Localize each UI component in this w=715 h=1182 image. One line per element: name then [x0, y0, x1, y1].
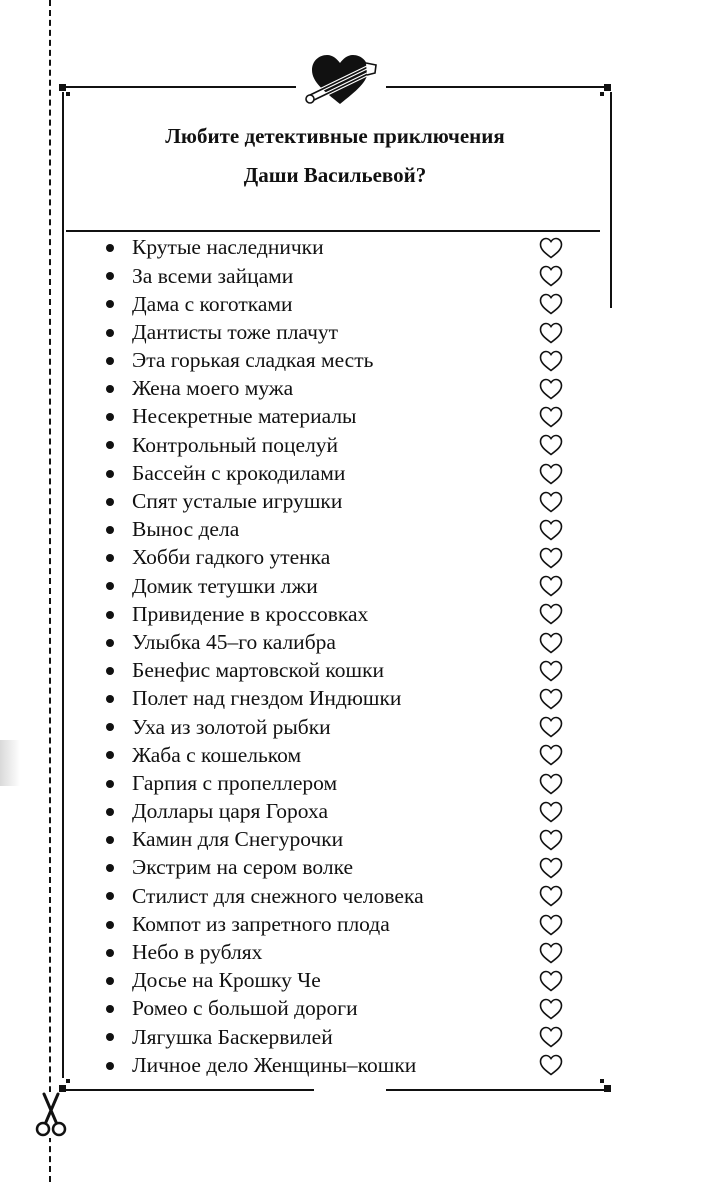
book-title: Привидение в кроссовках	[132, 601, 369, 626]
bullet-icon	[106, 977, 114, 985]
list-item	[96, 375, 576, 403]
list-item	[96, 826, 576, 854]
bullet-icon	[106, 808, 114, 816]
book-title: Полет над гнездом Индюшки	[132, 686, 402, 711]
bullet-icon	[106, 582, 114, 590]
list-item	[96, 911, 576, 939]
book-title: Дама с коготками	[132, 291, 293, 316]
heart-outline-icon[interactable]	[539, 857, 563, 879]
bullet-icon	[106, 526, 114, 534]
heart-outline-icon[interactable]	[539, 575, 563, 597]
list-item	[96, 939, 576, 967]
list-item	[96, 516, 576, 544]
heart-outline-icon[interactable]	[539, 378, 563, 400]
list-item	[96, 234, 576, 262]
bullet-icon	[106, 611, 114, 619]
book-title: Стилист для снежного человека	[132, 883, 424, 908]
heart-outline-icon[interactable]	[539, 1026, 563, 1048]
bullet-icon	[106, 639, 114, 647]
list-item	[96, 854, 576, 882]
list-item	[96, 488, 576, 516]
book-title: Жаба с кошельком	[132, 742, 302, 767]
book-title: За всеми зайцами	[132, 263, 294, 288]
heart-outline-icon[interactable]	[539, 942, 563, 964]
book-title: Бенефис мартовской кошки	[132, 658, 385, 683]
heart-outline-icon[interactable]	[539, 970, 563, 992]
heart-outline-icon[interactable]	[539, 547, 563, 569]
list-item	[96, 967, 576, 995]
book-title: Уха из золотой рыбки	[132, 714, 331, 739]
bullet-icon	[106, 1005, 114, 1013]
list-item	[96, 319, 576, 347]
bullet-icon	[106, 357, 114, 365]
bullet-icon	[106, 667, 114, 675]
heart-outline-icon[interactable]	[539, 237, 563, 259]
book-title: Контрольный поцелуй	[132, 432, 339, 457]
list-item	[96, 657, 576, 685]
book-title: Компот из запретного плода	[132, 911, 390, 936]
bullet-icon	[106, 780, 114, 788]
heart-outline-icon[interactable]	[539, 265, 563, 287]
heading-line-2: Даши Васильевой?	[243, 163, 427, 187]
bullet-icon	[106, 921, 114, 929]
heart-outline-icon[interactable]	[539, 744, 563, 766]
book-title: Жена моего мужа	[132, 376, 294, 401]
bullet-icon	[106, 554, 114, 562]
list-item	[96, 798, 576, 826]
heart-outline-icon[interactable]	[539, 801, 563, 823]
list-item	[96, 629, 576, 657]
heart-outline-icon[interactable]	[539, 829, 563, 851]
book-title: Экстрим на сером волке	[132, 855, 354, 880]
list-item	[96, 1023, 576, 1051]
bullet-icon	[106, 864, 114, 872]
bullet-icon	[106, 470, 114, 478]
list-item	[96, 572, 576, 600]
book-title: Доллары царя Гороха	[132, 799, 329, 824]
bullet-icon	[106, 498, 114, 506]
list-item	[96, 290, 576, 318]
list-item	[96, 1051, 576, 1079]
book-title: Ромео с большой дороги	[132, 996, 358, 1021]
list-item	[96, 600, 576, 628]
heart-outline-icon[interactable]	[539, 603, 563, 625]
list-item	[96, 460, 576, 488]
list-item	[96, 713, 576, 741]
heart-outline-icon[interactable]	[539, 716, 563, 738]
book-title: Эта горькая сладкая месть	[132, 348, 374, 373]
heart-outline-icon[interactable]	[539, 773, 563, 795]
bullet-icon	[106, 949, 114, 957]
bullet-icon	[106, 1033, 114, 1041]
book-title: Небо в рублях	[132, 940, 263, 965]
book-title: Дантисты тоже плачут	[132, 319, 339, 344]
book-title: Несекретные материалы	[132, 404, 357, 429]
list-item	[96, 431, 576, 459]
book-title: Досье на Крошку Че	[132, 968, 321, 993]
heart-outline-icon[interactable]	[539, 885, 563, 907]
bullet-icon	[106, 723, 114, 731]
list-item	[96, 347, 576, 375]
heart-outline-icon[interactable]	[539, 660, 563, 682]
heart-outline-icon[interactable]	[539, 491, 563, 513]
book-title: Вынос дела	[132, 517, 240, 542]
book-title: Камин для Снегурочки	[132, 827, 344, 852]
bullet-icon	[106, 300, 114, 308]
bullet-icon	[106, 272, 114, 280]
bullet-icon	[106, 836, 114, 844]
heart-outline-icon[interactable]	[539, 914, 563, 936]
heart-outline-icon[interactable]	[539, 688, 563, 710]
heart-outline-icon[interactable]	[539, 998, 563, 1020]
heart-outline-icon[interactable]	[539, 1054, 563, 1076]
book-title: Лягушка Баскервилей	[132, 1024, 333, 1049]
heart-outline-icon[interactable]	[539, 519, 563, 541]
bullet-icon	[106, 892, 114, 900]
book-title: Бассейн с крокодилами	[132, 460, 346, 485]
heart-outline-icon[interactable]	[539, 322, 563, 344]
heart-outline-icon[interactable]	[539, 406, 563, 428]
bullet-icon	[106, 441, 114, 449]
list-item	[96, 995, 576, 1023]
heart-with-safety-pin-icon	[300, 46, 380, 108]
book-title: Улыбка 45–го калибра	[132, 629, 336, 654]
heading-line-1: Любите детективные приключения	[165, 124, 505, 148]
heart-outline-icon[interactable]	[539, 293, 563, 315]
bullet-icon	[106, 695, 114, 703]
bullet-icon	[106, 1062, 114, 1070]
book-title: Спят усталые игрушки	[132, 489, 343, 514]
book-list	[96, 234, 576, 1080]
scissors-icon	[35, 1092, 67, 1138]
heart-outline-icon[interactable]	[539, 632, 563, 654]
list-item	[96, 262, 576, 290]
heart-outline-icon[interactable]	[539, 463, 563, 485]
bullet-icon	[106, 413, 114, 421]
bullet-icon	[106, 244, 114, 252]
list-item	[96, 741, 576, 769]
book-title: Крутые наследнички	[132, 235, 324, 260]
bullet-icon	[106, 385, 114, 393]
list-item	[96, 882, 576, 910]
book-title: Домик тетушки лжи	[132, 573, 318, 598]
heart-outline-icon[interactable]	[539, 350, 563, 372]
list-item	[96, 685, 576, 713]
heart-outline-icon[interactable]	[539, 434, 563, 456]
book-title: Хобби гадкого утенка	[132, 545, 331, 570]
bullet-icon	[106, 329, 114, 337]
book-title: Личное дело Женщины–кошки	[132, 1052, 417, 1077]
list-item	[96, 770, 576, 798]
bullet-icon	[106, 751, 114, 759]
book-title: Гарпия с пропеллером	[132, 770, 338, 795]
list-item	[96, 403, 576, 431]
list-item	[96, 544, 576, 572]
